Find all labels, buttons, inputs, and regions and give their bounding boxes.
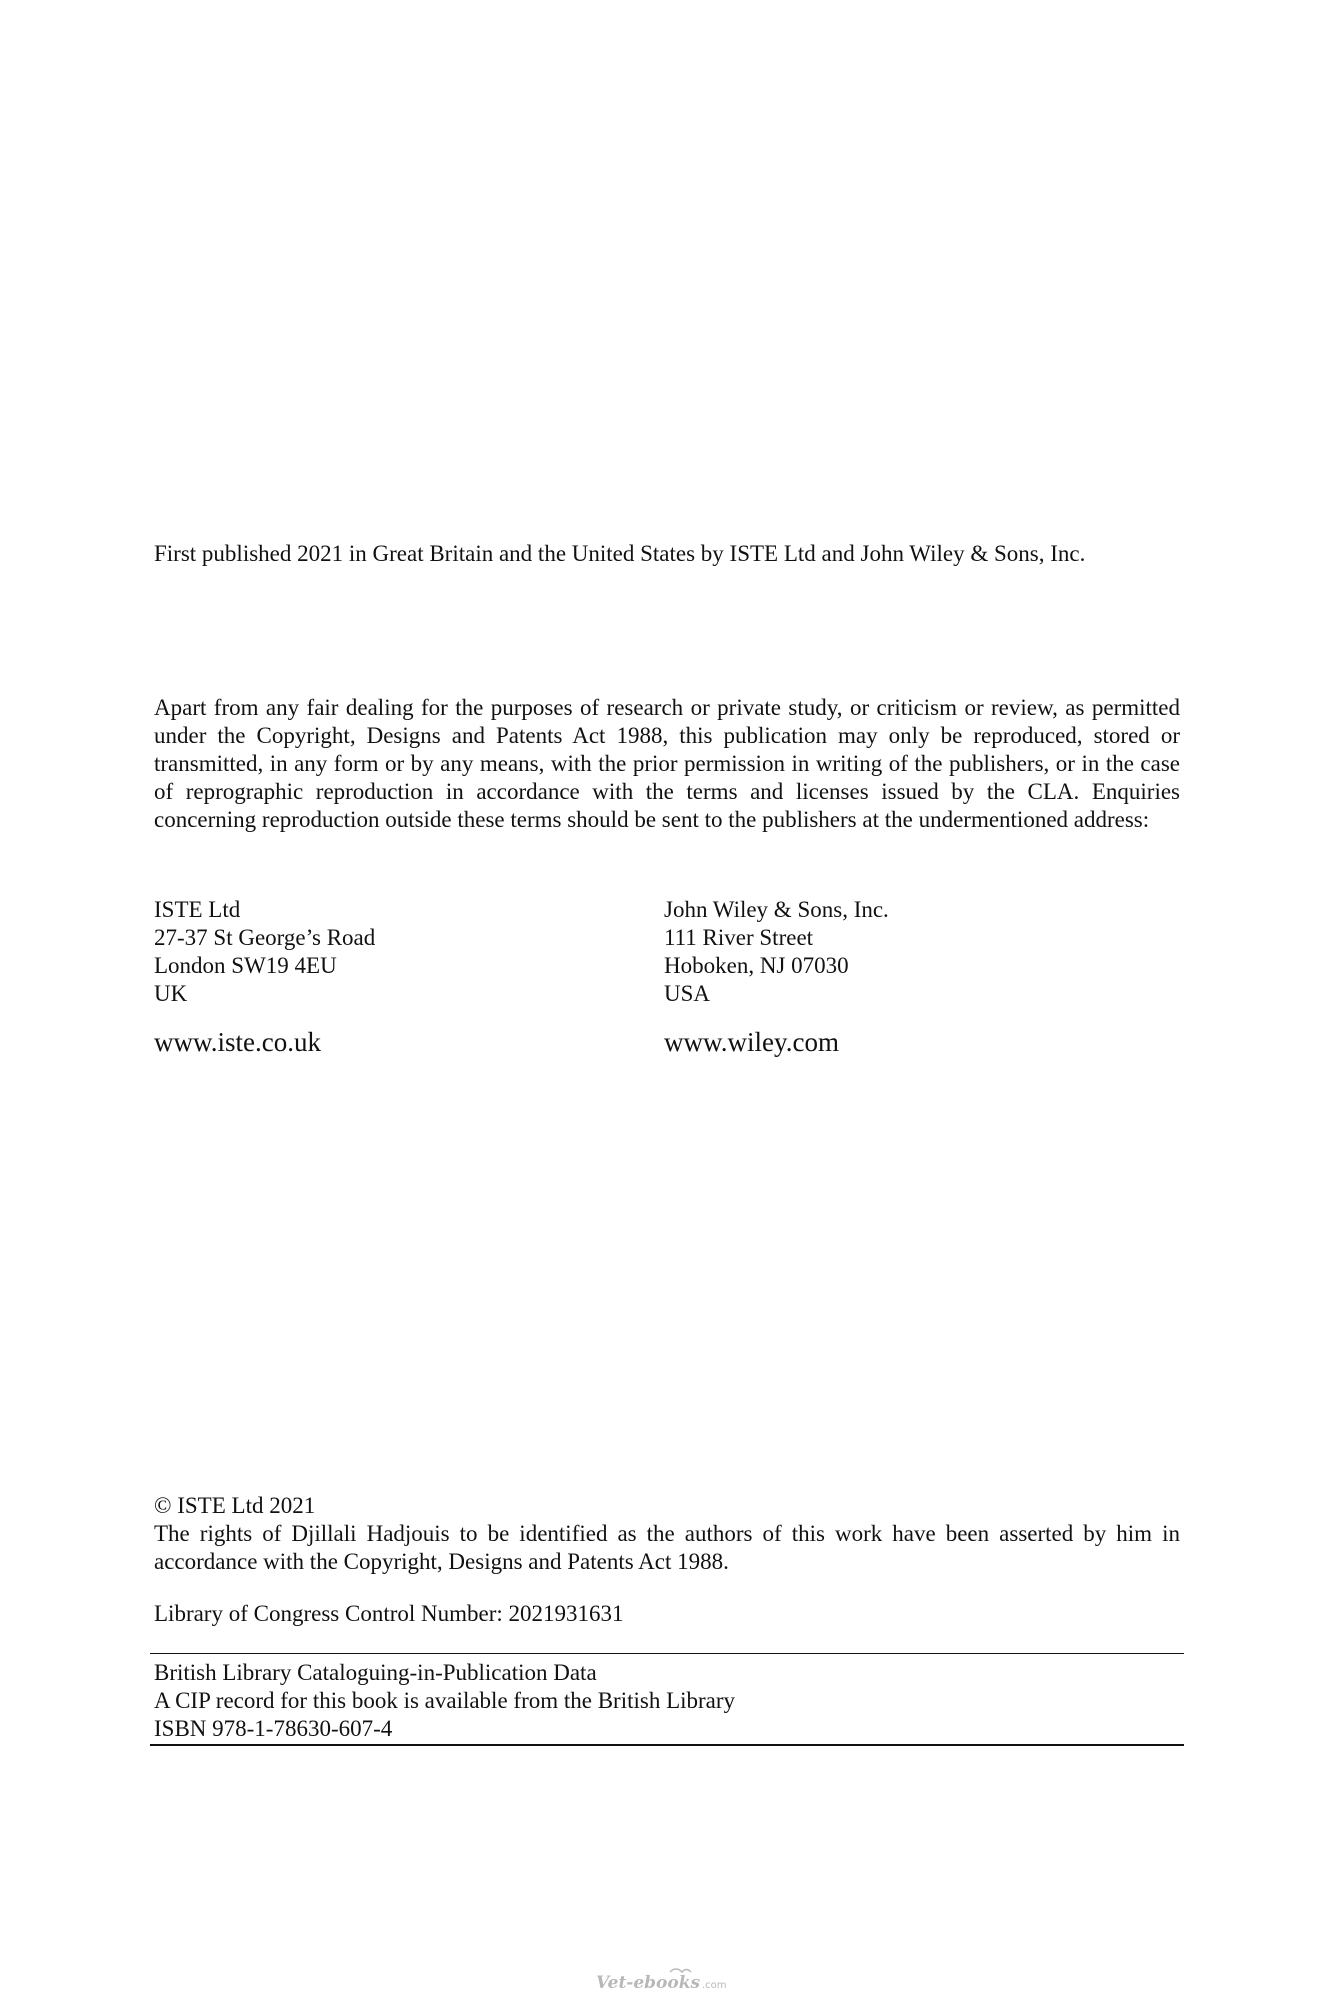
svg-text:Vet-ebooks: Vet-ebooks xyxy=(596,1973,701,1992)
cip-heading: British Library Cataloguing-in-Publication Data xyxy=(154,1660,597,1685)
wiley-address-line: Hoboken, NJ 07030 xyxy=(664,953,849,978)
iste-address-line: UK xyxy=(154,981,188,1006)
iste-address xyxy=(154,896,375,1008)
svg-text:.com: .com xyxy=(702,1980,727,1991)
iste-address-line: 27-37 St George’s Road xyxy=(154,925,376,950)
cip-top-rule xyxy=(150,1653,1184,1654)
first-published-statement: First published 2021 in Great Britain and the United States by ISTE Ltd and John Wiley & Sons, Inc. xyxy=(154,541,1086,566)
iste-address-line: ISTE Ltd xyxy=(154,897,241,922)
cip-record-note: A CIP record for this book is available from the British Library xyxy=(154,1688,736,1713)
wiley-website-url: www.wiley.com xyxy=(664,1027,839,1057)
wiley-address-line: 111 River Street xyxy=(664,925,814,950)
isbn: ISBN 978-1-78630-607-4 xyxy=(154,1716,393,1741)
cip-bottom-rule xyxy=(150,1744,1184,1746)
iste-website-url: www.iste.co.uk xyxy=(154,1027,321,1057)
author-rights-statement: The rights of Djillali Hadjouis to be identified as the authors of this work have been asserted by him in accordance with the Copyright, Designs and Patents Act 1988. xyxy=(154,1521,1180,1574)
copyright-notice: © ISTE Ltd 2021 xyxy=(154,1493,316,1518)
wiley-address-line: John Wiley & Sons, Inc. xyxy=(664,897,889,922)
iste-address-line: London SW19 4EU xyxy=(154,953,337,978)
wiley-address-line: USA xyxy=(664,981,711,1006)
cip-data-block xyxy=(154,1659,735,1743)
wiley-address xyxy=(664,896,889,1008)
permissions-paragraph: Apart from any fair dealing for the purposes of research or private study, or criticism or review, as permitted under the Copyright, Designs and Patents Act 1988, this publication may only be reproduced, stored or transmitted, in any form or by any means, with the prior permission in writing of the publishers, or in the case of reprographic reproduction in accordance with the terms and licenses issued by the CLA. Enquiries concerning reproduction outside these terms should be sent to the publishers at the undermentioned address: xyxy=(154,695,1180,832)
vet-ebooks-watermark-logo xyxy=(594,1966,744,1992)
library-of-congress-number: Library of Congress Control Number: 2021931631 xyxy=(154,1601,624,1626)
